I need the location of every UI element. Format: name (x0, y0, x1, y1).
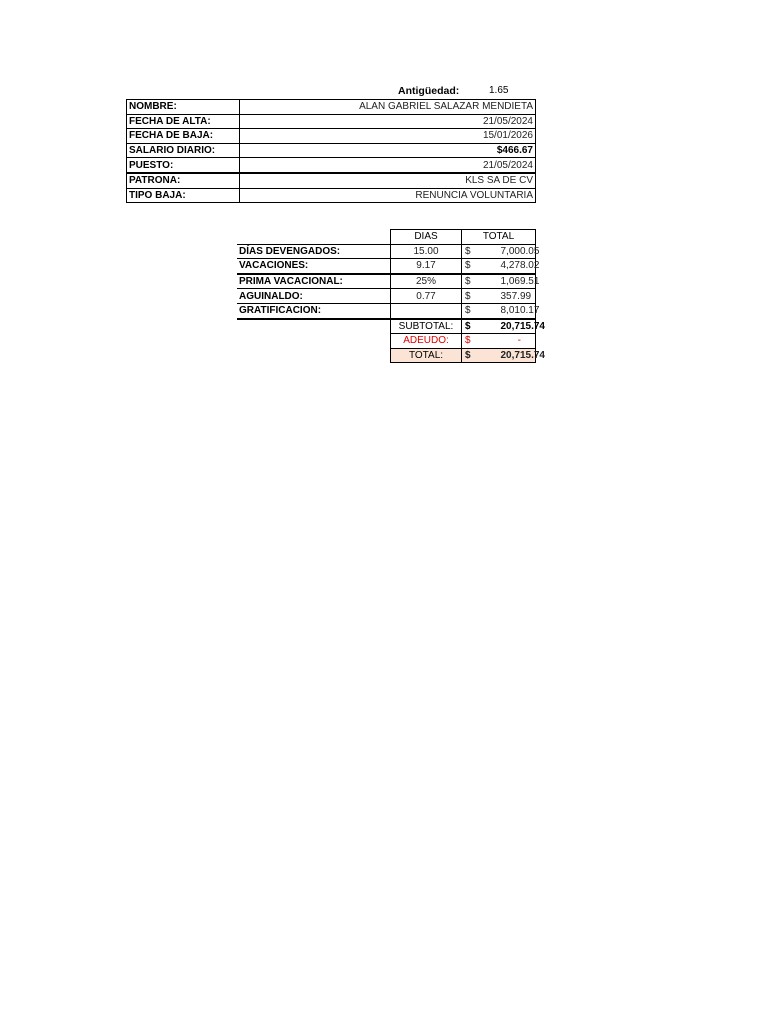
info-label: PUESTO: (127, 158, 240, 173)
dias-value: 0.77 (391, 289, 462, 304)
concept-label: GRATIFICACION: (237, 303, 391, 318)
calc-row-vacaciones (237, 259, 536, 274)
info-row-tipo-baja (127, 188, 536, 203)
concept-label: PRIMA VACACIONAL: (237, 274, 391, 289)
concept-label: VACACIONES: (237, 259, 391, 274)
subtotal-label: SUBTOTAL: (391, 319, 462, 334)
currency-symbol: $ (462, 348, 499, 363)
concept-label: AGUINALDO: (237, 289, 391, 304)
antiguedad-label: Antigüedad: (398, 85, 460, 97)
antiguedad-value: 1.65 (489, 85, 509, 96)
currency-symbol: $ (462, 334, 499, 349)
info-label: FECHA DE BAJA: (127, 129, 240, 144)
dias-value: 9.17 (391, 259, 462, 274)
empty-cell (237, 230, 391, 245)
info-label: FECHA DE ALTA: (127, 114, 240, 129)
total-value: 7,000.05 (500, 245, 540, 257)
concept-label: DÍAS DEVENGADOS: (237, 244, 391, 259)
info-label: PATRONA: (127, 173, 240, 188)
calc-row-adeudo (237, 334, 536, 349)
calc-header-row (237, 230, 536, 245)
dias-value: 15.00 (391, 244, 462, 259)
info-value: 21/05/2024 (240, 158, 536, 173)
empty-cell (237, 319, 391, 334)
info-row-patrona (127, 173, 536, 188)
info-value: $466.67 (240, 143, 536, 158)
settlement-calc-table (237, 229, 545, 363)
total-value: 357.99 (499, 289, 536, 304)
info-row-nombre (127, 100, 536, 115)
dias-value: 25% (391, 274, 462, 289)
info-row-puesto (127, 158, 536, 173)
dias-header: DIAS (391, 230, 462, 245)
total-value: 1,069.51 (499, 274, 536, 289)
currency-symbol: $ (462, 303, 499, 318)
info-value: 21/05/2024 (240, 114, 536, 129)
empty-cell (237, 348, 391, 363)
info-row-salario-diario (127, 143, 536, 158)
currency-symbol: $ (462, 259, 499, 274)
adeudo-value: - (499, 334, 536, 349)
empty-cell (237, 334, 391, 349)
calc-row-subtotal (237, 319, 536, 334)
calc-row-prima-vacacional (237, 274, 536, 289)
info-label: SALARIO DIARIO: (127, 143, 240, 158)
info-value: ALAN GABRIEL SALAZAR MENDIETA (240, 100, 536, 115)
calc-row-dias-devengados (237, 244, 536, 259)
employee-info-table (126, 99, 536, 203)
total-value: 4,278.02 (499, 259, 536, 274)
currency-symbol: $ (462, 244, 499, 259)
currency-symbol: $ (462, 289, 499, 304)
adeudo-label: ADEUDO: (391, 334, 462, 349)
info-row-fecha-alta (127, 114, 536, 129)
calc-row-total (237, 348, 536, 363)
total-value: 8,010.17 (499, 303, 536, 318)
currency-symbol: $ (462, 319, 499, 334)
info-label: TIPO BAJA: (127, 188, 240, 203)
info-label: NOMBRE: (127, 100, 240, 115)
dias-value (391, 303, 462, 318)
calc-row-aguinaldo (237, 289, 536, 304)
total-amount-value: 20,715.74 (500, 350, 545, 362)
total-header: TOTAL (462, 230, 536, 245)
info-value: KLS SA DE CV (240, 173, 536, 188)
calc-row-gratificacion (237, 303, 536, 318)
info-value: RENUNCIA VOLUNTARIA (240, 188, 536, 203)
currency-symbol: $ (462, 274, 499, 289)
total-label: TOTAL: (391, 348, 462, 363)
info-row-fecha-baja (127, 129, 536, 144)
info-value: 15/01/2026 (240, 129, 536, 144)
subtotal-value: 20,715.74 (499, 319, 536, 334)
